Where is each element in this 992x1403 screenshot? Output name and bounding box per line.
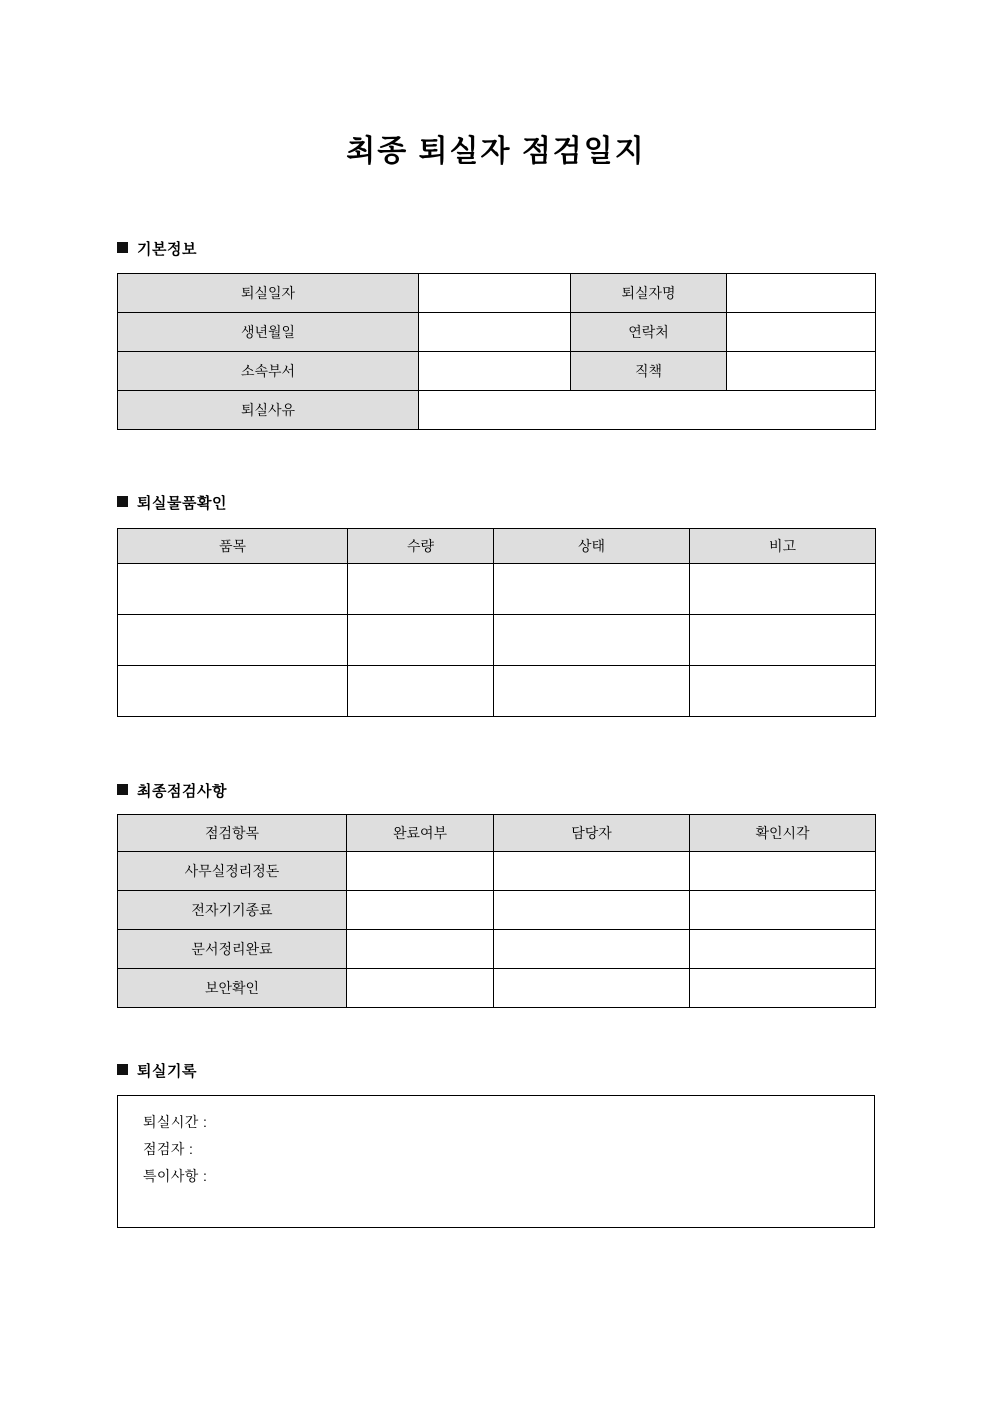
cell-remarks[interactable] — [690, 666, 876, 717]
section-header-final-checks — [117, 782, 227, 802]
table-row — [118, 391, 876, 430]
table-final-checks — [117, 814, 876, 1008]
label-check-documents-filed: 문서정리완료 — [118, 930, 347, 969]
cell-person-in-charge[interactable] — [494, 969, 690, 1008]
label-check-office-tidy: 사무실정리정돈 — [118, 852, 347, 891]
field-contact[interactable] — [727, 313, 876, 352]
column-header-quantity: 수량 — [348, 529, 494, 564]
cell-quantity[interactable] — [348, 666, 494, 717]
label-birth-date: 생년월일 — [118, 313, 419, 352]
column-header-check-item: 점검항목 — [118, 815, 347, 852]
table-row — [118, 274, 876, 313]
section-header-exit-record — [117, 1062, 197, 1082]
field-exit-date[interactable] — [419, 274, 571, 313]
field-exit-person-name[interactable] — [727, 274, 876, 313]
table-header-row — [118, 529, 876, 564]
cell-completed[interactable] — [347, 930, 494, 969]
exit-record-box[interactable] — [117, 1095, 875, 1228]
column-header-completed: 완료여부 — [347, 815, 494, 852]
cell-quantity[interactable] — [348, 615, 494, 666]
square-bullet-icon — [117, 496, 128, 507]
label-check-devices-off: 전자기기종료 — [118, 891, 347, 930]
table-row — [118, 666, 876, 717]
record-line-exit-time: 퇴실시간 : — [143, 1114, 208, 1130]
exit-record-lines — [118, 1096, 874, 1190]
cell-completed[interactable] — [347, 852, 494, 891]
cell-person-in-charge[interactable] — [494, 891, 690, 930]
label-exit-date: 퇴실일자 — [118, 274, 419, 313]
label-exit-person-name: 퇴실자명 — [571, 274, 727, 313]
section-label-exit-record: 퇴실기록 — [137, 1063, 197, 1080]
column-header-condition: 상태 — [494, 529, 690, 564]
table-row — [118, 313, 876, 352]
cell-item[interactable] — [118, 564, 348, 615]
page-title: 최종 퇴실자 점검일지 — [346, 135, 646, 168]
table-header-row — [118, 815, 876, 852]
label-department: 소속부서 — [118, 352, 419, 391]
cell-item[interactable] — [118, 666, 348, 717]
table-row — [118, 615, 876, 666]
table-basic-info — [117, 273, 876, 430]
cell-completed[interactable] — [347, 969, 494, 1008]
table-row — [118, 969, 876, 1008]
cell-check-time[interactable] — [690, 930, 876, 969]
label-exit-reason: 퇴실사유 — [118, 391, 419, 430]
label-contact: 연락처 — [571, 313, 727, 352]
cell-condition[interactable] — [494, 615, 690, 666]
cell-person-in-charge[interactable] — [494, 852, 690, 891]
square-bullet-icon — [117, 242, 128, 253]
table-row — [118, 352, 876, 391]
column-header-person-in-charge: 담당자 — [494, 815, 690, 852]
square-bullet-icon — [117, 1064, 128, 1075]
label-position: 직책 — [571, 352, 727, 391]
column-header-check-time: 확인시각 — [690, 815, 876, 852]
cell-check-time[interactable] — [690, 891, 876, 930]
field-birth-date[interactable] — [419, 313, 571, 352]
cell-condition[interactable] — [494, 564, 690, 615]
cell-check-time[interactable] — [690, 852, 876, 891]
table-row — [118, 852, 876, 891]
cell-quantity[interactable] — [348, 564, 494, 615]
label-check-security: 보안확인 — [118, 969, 347, 1008]
column-header-item: 품목 — [118, 529, 348, 564]
field-exit-reason[interactable] — [419, 391, 876, 430]
cell-remarks[interactable] — [690, 564, 876, 615]
cell-remarks[interactable] — [690, 615, 876, 666]
section-label-final-checks: 최종점검사항 — [137, 783, 227, 800]
section-header-items-check — [117, 494, 227, 514]
record-line-inspector: 점검자 : — [143, 1141, 194, 1157]
cell-condition[interactable] — [494, 666, 690, 717]
cell-item[interactable] — [118, 615, 348, 666]
section-label-items-check: 퇴실물품확인 — [137, 495, 227, 512]
table-row — [118, 891, 876, 930]
record-line-special-notes: 특이사항 : — [143, 1168, 208, 1184]
table-row — [118, 930, 876, 969]
table-row — [118, 564, 876, 615]
cell-person-in-charge[interactable] — [494, 930, 690, 969]
field-position[interactable] — [727, 352, 876, 391]
field-department[interactable] — [419, 352, 571, 391]
section-label-basic-info: 기본정보 — [137, 241, 197, 258]
column-header-remarks: 비고 — [690, 529, 876, 564]
square-bullet-icon — [117, 784, 128, 795]
cell-check-time[interactable] — [690, 969, 876, 1008]
section-header-basic-info — [117, 240, 197, 260]
cell-completed[interactable] — [347, 891, 494, 930]
table-items-check — [117, 528, 876, 717]
